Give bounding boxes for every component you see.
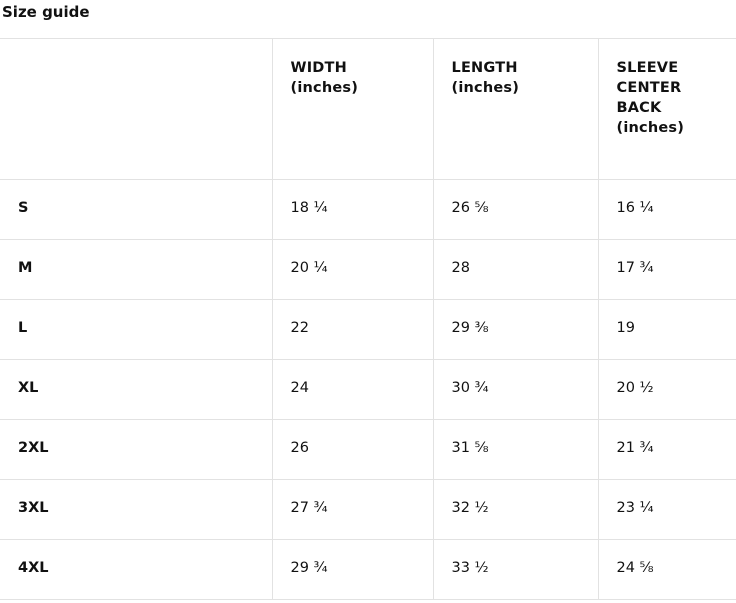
cell-length-value: 29 ⅜ [451, 320, 489, 336]
column-header-length-label: LENGTH (inches) [451, 60, 520, 96]
table-row [0, 180, 736, 240]
cell-size-value: 4XL [18, 560, 49, 576]
table-row [0, 360, 736, 420]
cell-size-value: S [18, 200, 29, 216]
cell-size [0, 540, 272, 600]
page-title: Size guide [2, 3, 90, 21]
cell-sleeve-value: 23 ¼ [616, 500, 654, 516]
cell-length [433, 540, 598, 600]
cell-width-value: 27 ¾ [290, 500, 328, 516]
cell-width [272, 480, 433, 540]
cell-width-value: 22 [290, 320, 309, 336]
cell-width [272, 540, 433, 600]
cell-width-value: 29 ¾ [290, 560, 328, 576]
column-header-width [272, 39, 433, 180]
column-header-length [433, 39, 598, 180]
cell-length [433, 420, 598, 480]
cell-length-value: 33 ½ [451, 560, 489, 576]
cell-width [272, 240, 433, 300]
cell-length [433, 300, 598, 360]
cell-sleeve-value: 16 ¼ [616, 200, 654, 216]
cell-sleeve-value: 21 ¾ [616, 440, 654, 456]
cell-size-value: L [18, 320, 28, 336]
cell-length-value: 26 ⅝ [451, 200, 489, 216]
cell-width [272, 420, 433, 480]
cell-length [433, 480, 598, 540]
cell-sleeve-value: 20 ½ [616, 380, 654, 396]
cell-width [272, 180, 433, 240]
cell-sleeve-value: 17 ¾ [616, 260, 654, 276]
table-row [0, 540, 736, 600]
cell-sleeve [598, 540, 736, 600]
column-header-size [0, 39, 272, 180]
cell-size-value: 3XL [18, 500, 49, 516]
cell-sleeve [598, 240, 736, 300]
cell-sleeve-value: 19 [616, 320, 635, 336]
table-row [0, 480, 736, 540]
cell-length-value: 31 ⅝ [451, 440, 489, 456]
cell-length [433, 360, 598, 420]
cell-length-value: 28 [451, 260, 470, 276]
column-header-size-label [0, 39, 272, 76]
cell-size [0, 300, 272, 360]
cell-size [0, 240, 272, 300]
cell-width-value: 18 ¼ [290, 200, 328, 216]
column-header-sleeve [598, 39, 736, 180]
cell-size [0, 480, 272, 540]
cell-width [272, 300, 433, 360]
cell-sleeve [598, 480, 736, 540]
cell-length-value: 32 ½ [451, 500, 489, 516]
column-header-sleeve-label: SLEEVE CENTER BACK (inches) [616, 60, 685, 136]
cell-length-value: 30 ¾ [451, 380, 489, 396]
cell-size [0, 180, 272, 240]
cell-size [0, 420, 272, 480]
cell-length [433, 240, 598, 300]
cell-size-value: XL [18, 380, 39, 396]
table-row [0, 240, 736, 300]
table-header-row [0, 39, 736, 180]
cell-size-value: M [18, 260, 33, 276]
column-header-width-label: WIDTH (inches) [290, 60, 359, 96]
cell-width [272, 360, 433, 420]
cell-sleeve [598, 180, 736, 240]
table-row [0, 300, 736, 360]
cell-size-value: 2XL [18, 440, 49, 456]
size-guide-table [0, 38, 736, 600]
cell-sleeve [598, 360, 736, 420]
cell-width-value: 24 [290, 380, 309, 396]
cell-width-value: 26 [290, 440, 309, 456]
cell-sleeve [598, 300, 736, 360]
table-row [0, 420, 736, 480]
cell-length [433, 180, 598, 240]
cell-sleeve [598, 420, 736, 480]
cell-width-value: 20 ¼ [290, 260, 328, 276]
cell-size [0, 360, 272, 420]
cell-sleeve-value: 24 ⅝ [616, 560, 654, 576]
